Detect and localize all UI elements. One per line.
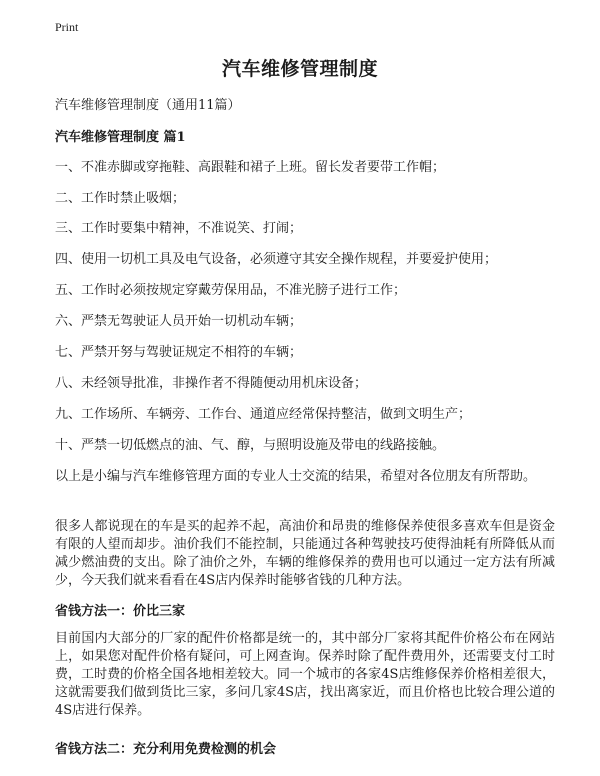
print-label: Print (55, 20, 79, 34)
rule-item-10: 十、严禁一切低燃点的油、气、醇，与照明设施及带电的线路接触。 (55, 438, 446, 453)
rule-item-6: 六、严禁无驾驶证人员开始一切机动车辆； (55, 314, 303, 329)
document-subtitle: 汽车维修管理制度（通用11篇） (55, 98, 241, 113)
section-heading-1: 汽车维修管理制度 篇1 (55, 130, 186, 145)
document-title: 汽车维修管理制度 (221, 58, 378, 80)
rule-item-1: 一、不准赤脚或穿拖鞋、高跟鞋和裙子上班。留长发者要带工作帽； (55, 160, 446, 175)
rule-item-5: 五、工作时必须按规定穿戴劳保用品，不准光膀子进行工作； (55, 283, 407, 298)
method-2-heading: 省钱方法二：充分利用免费检测的机会 (55, 742, 277, 757)
rule-item-8: 八、未经领导批准，非操作者不得随便动用机床设备； (55, 376, 368, 391)
method-1-paragraph: 目前国内大部分的厂家的配件价格都是统一的，其中部分厂家将其配件价格公布在网站上，如果您对配件价格有疑问，可上网查询。保养时除了配件费用外，还需要支付工时费，工时费的价格全国各地相差较大。同一个城市的各家4S店维修保养价格相差很大，这就需要我们做到货比三家，多问几家4S店，找出离家近，而且价格也比较合理公道的4S店进行保养。 (55, 631, 555, 718)
rule-item-9: 九、工作场所、车辆旁、工作台、通道应经常保持整洁，做到文明生产； (55, 407, 472, 422)
rule-item-7: 七、严禁开努与驾驶证规定不相符的车辆； (55, 345, 303, 360)
rule-item-3: 三、工作时要集中精神，不准说笑、打闹； (55, 221, 303, 236)
intro-paragraph: 很多人都说现在的车是买的起养不起，高油价和昂贵的维修保养使很多喜欢车但是资金有限的人望而却步。油价我们不能控制，只能通过各种驾驶技巧使得油耗有所降低从而减少燃油费的支出。除了油价之外，车辆的维修保养的费用也可以通过一定方法有所减少，今天我们就来看看在4S店内保养时能够省钱的几种方法。 (55, 519, 555, 588)
closing-paragraph: 以上是小编与汽车维修管理方面的专业人士交流的结果，希望对各位朋友有所帮助。 (55, 469, 537, 484)
rule-item-4: 四、使用一切机工具及电气设备，必须遵守其安全操作规程，并要爱护使用； (55, 252, 498, 267)
rule-item-2: 二、工作时禁止吸烟； (55, 191, 186, 206)
method-1-heading: 省钱方法一：价比三家 (55, 604, 186, 619)
